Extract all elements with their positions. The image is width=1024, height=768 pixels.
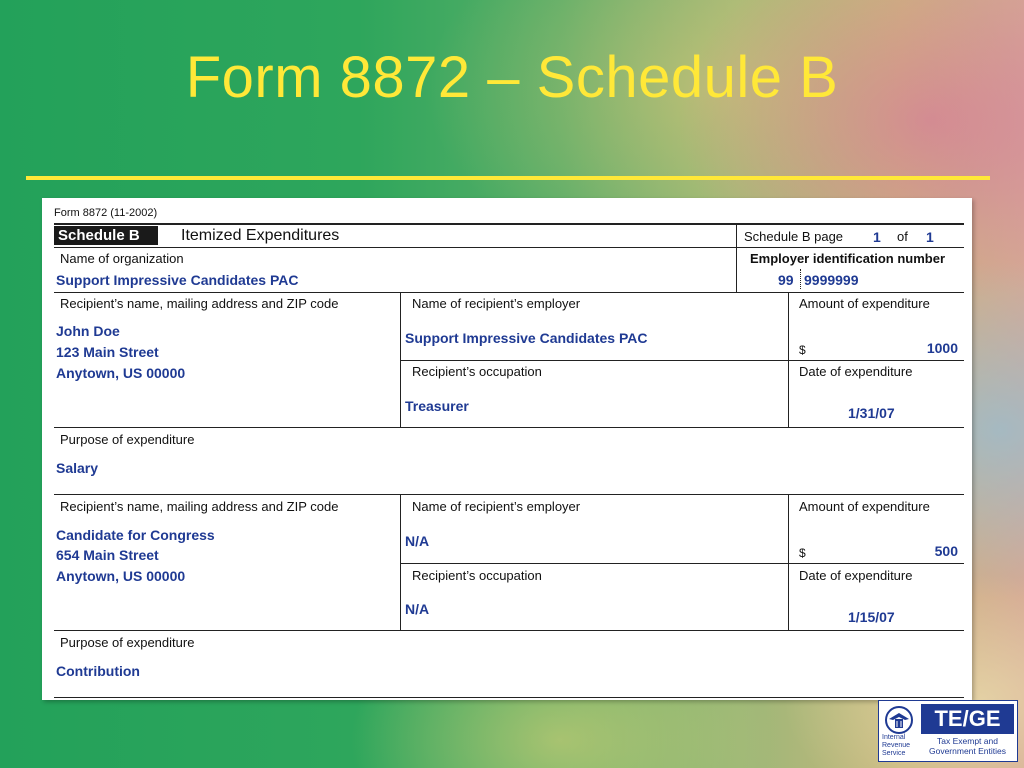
occupation-value: N/A <box>405 601 430 617</box>
divider <box>54 223 964 225</box>
irs-eagle-seal-icon <box>882 705 916 735</box>
title-divider <box>26 176 990 180</box>
date-label: Date of expenditure <box>799 568 913 583</box>
divider <box>400 563 964 564</box>
recipient-name: Candidate for Congress <box>56 527 215 543</box>
employer-value: N/A <box>405 533 430 549</box>
divider <box>54 630 964 631</box>
form-id: Form 8872 (11-2002) <box>54 207 158 219</box>
amount-value: 500 <box>934 543 958 559</box>
schedule-label: Schedule B <box>54 226 158 245</box>
amount-label: Amount of expenditure <box>799 499 930 514</box>
org-name-label: Name of organization <box>60 251 184 266</box>
date-value: 1/15/07 <box>848 609 895 625</box>
purpose-label: Purpose of expenditure <box>60 635 195 650</box>
divider <box>54 494 964 495</box>
dollar-sign: $ <box>799 343 806 357</box>
divider <box>54 247 964 248</box>
divider <box>54 697 964 698</box>
occupation-label: Recipient’s occupation <box>412 568 542 583</box>
schedule-title: Itemized Expenditures <box>181 227 340 244</box>
logo-brand: TE/GE <box>921 704 1014 734</box>
occupation-value: Treasurer <box>405 398 469 414</box>
purpose-value: Contribution <box>56 663 140 679</box>
recipient-label: Recipient’s name, mailing address and ZIP code <box>60 499 339 514</box>
purpose-value: Salary <box>56 460 99 476</box>
org-name: Support Impressive Candidates PAC <box>56 272 299 288</box>
ein-separator <box>800 269 801 289</box>
divider <box>54 427 964 428</box>
page-number: 1 <box>873 229 881 245</box>
amount-value: 1000 <box>926 340 958 356</box>
date-label: Date of expenditure <box>799 364 913 379</box>
page-total: 1 <box>926 229 934 245</box>
employer-label: Name of recipient’s employer <box>412 499 581 514</box>
employer-label: Name of recipient’s employer <box>412 296 581 311</box>
recipient-city: Anytown, US 00000 <box>56 365 186 381</box>
ein-suffix: 9999999 <box>804 272 859 288</box>
divider <box>736 224 737 293</box>
tege-logo <box>878 700 1018 762</box>
dollar-sign: $ <box>799 546 806 560</box>
date-value: 1/31/07 <box>848 405 895 421</box>
ein-prefix: 99 <box>778 272 794 288</box>
recipient-city: Anytown, US 00000 <box>56 568 186 584</box>
page-label: Schedule B page <box>744 229 844 244</box>
recipient-street: 654 Main Street <box>56 547 159 563</box>
recipient-label: Recipient’s name, mailing address and ZIP code <box>60 296 339 311</box>
divider <box>400 360 964 361</box>
recipient-name: John Doe <box>56 323 120 339</box>
logo-agency-text: Internal Revenue Service <box>882 734 911 757</box>
amount-label: Amount of expenditure <box>799 296 930 311</box>
recipient-street: 123 Main Street <box>56 344 159 360</box>
form-8872-schedule-b <box>42 198 972 700</box>
logo-subtitle: Tax Exempt and Government Entities <box>928 736 1006 756</box>
of-label: of <box>897 229 908 244</box>
slide-title: Form 8872 – Schedule B <box>185 45 839 110</box>
ein-label: Employer identification number <box>750 251 946 266</box>
divider <box>54 292 964 293</box>
employer-value: Support Impressive Candidates PAC <box>405 330 648 346</box>
occupation-label: Recipient’s occupation <box>412 364 542 379</box>
purpose-label: Purpose of expenditure <box>60 432 195 447</box>
